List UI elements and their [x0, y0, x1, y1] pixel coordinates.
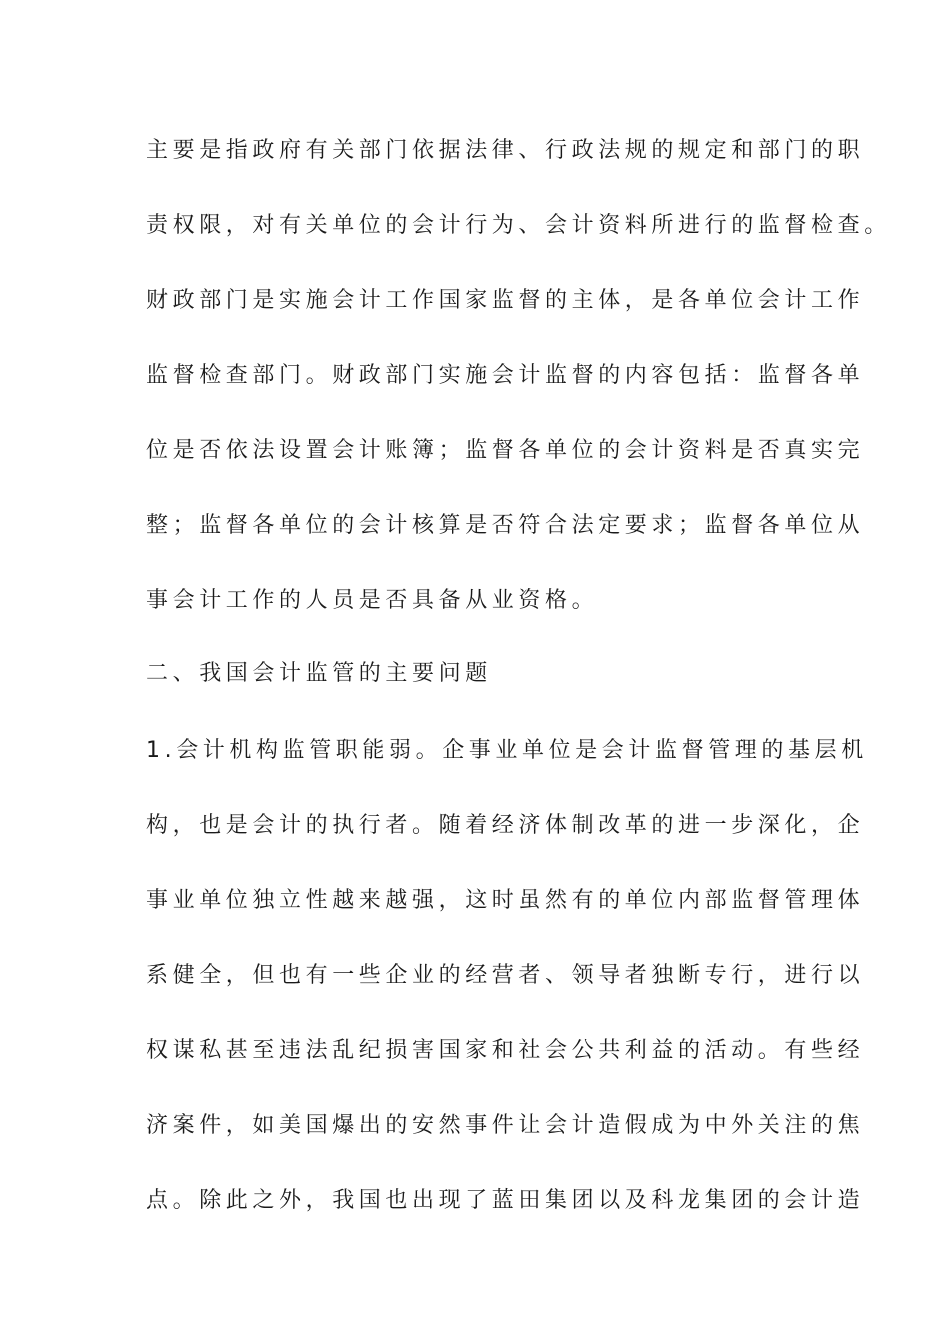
paragraph-line: 监督检查部门。财政部门实施会计监督的内容包括：监督各单: [146, 363, 865, 388]
paragraph-line: 位是否依法设置会计账簿；监督各单位的会计资料是否真实完: [146, 438, 865, 463]
paragraph-line: 权谋私甚至违法乱纪损害国家和社会公共利益的活动。有些经: [146, 1038, 865, 1063]
paragraph-line: 1.会计机构监管职能弱。企事业单位是会计监督管理的基层机: [146, 738, 868, 763]
paragraph-line: 责权限，对有关单位的会计行为、会计资料所进行的监督检查。: [146, 213, 891, 238]
paragraph-line: 济案件，如美国爆出的安然事件让会计造假成为中外关注的焦: [146, 1113, 865, 1138]
paragraph-line: 财政部门是实施会计工作国家监督的主体，是各单位会计工作: [146, 288, 865, 313]
paragraph-line: 整；监督各单位的会计核算是否符合法定要求；监督各单位从: [146, 513, 865, 538]
paragraph-line: 构，也是会计的执行者。随着经济体制改革的进一步深化，企: [146, 813, 865, 838]
paragraph-line: 点。除此之外，我国也出现了蓝田集团以及科龙集团的会计造: [146, 1188, 865, 1213]
section-heading: 二、我国会计监管的主要问题: [146, 661, 492, 686]
paragraph-line: 事业单位独立性越来越强，这时虽然有的单位内部监督管理体: [146, 888, 865, 913]
paragraph-line: 主要是指政府有关部门依据法律、行政法规的规定和部门的职: [146, 138, 865, 163]
paragraph-line: 事会计工作的人员是否具备从业资格。: [146, 588, 599, 613]
paragraph-line: 系健全，但也有一些企业的经营者、领导者独断专行，进行以: [146, 963, 865, 988]
